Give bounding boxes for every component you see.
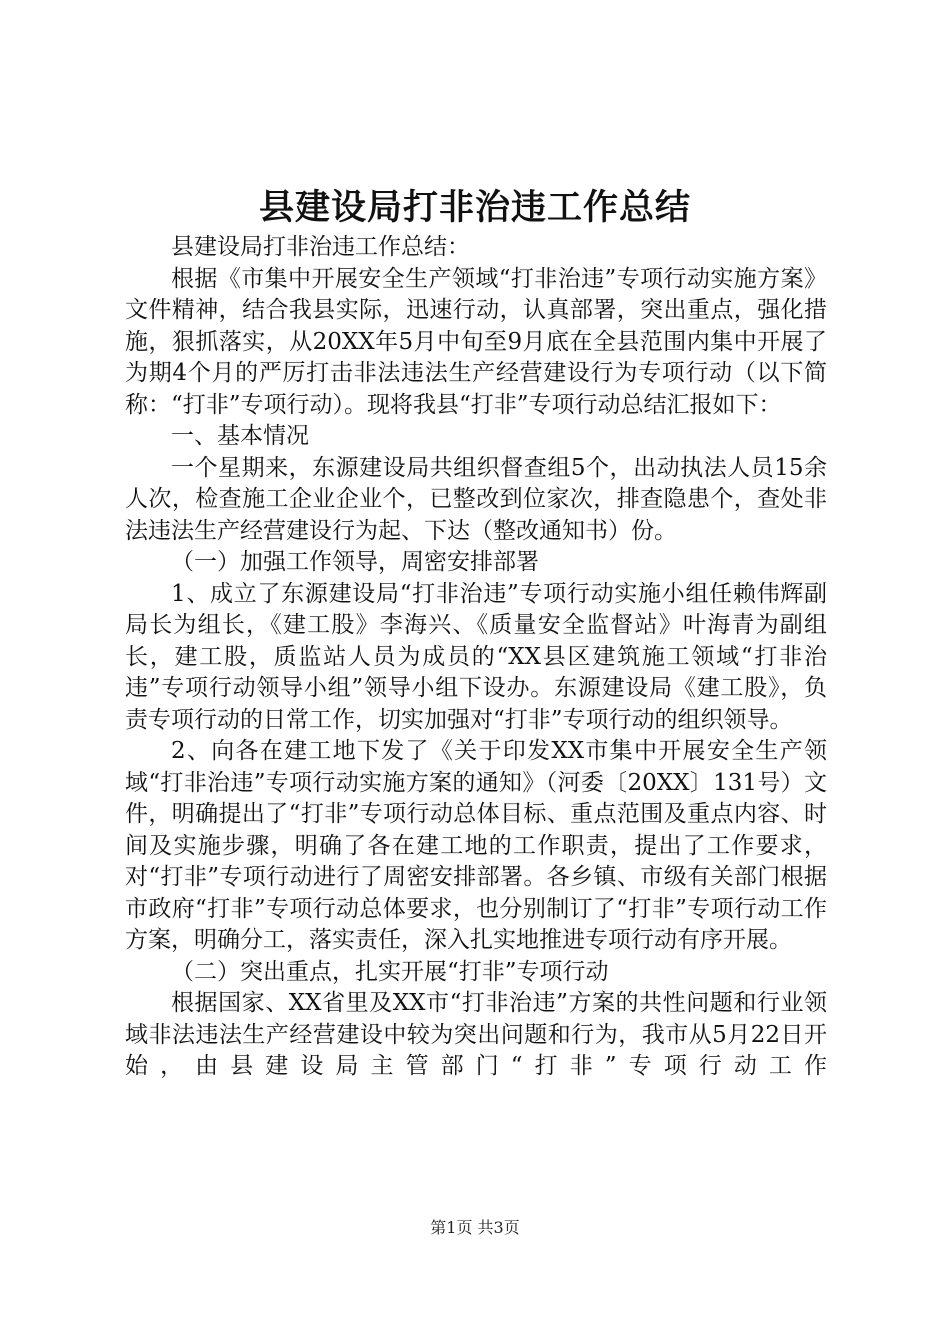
document-title: 县建设局打非治违工作总结 xyxy=(258,187,691,228)
subheading-leadership: （一）加强工作领导，周密安排部署 xyxy=(171,549,539,575)
subheading-focus: （二）突出重点，扎实开展“打非”专项行动 xyxy=(171,958,609,985)
paragraph-focus: 根据国家、XX省里及XX市“打非治违”方案的共性问题和行业领域非法违法生产经营建设中较为突出问题和行为，我市从5月22日开始，由县建设局主管部门“打非”专项行动工作 xyxy=(125,990,827,1079)
page-footer: 第1页 共3页 xyxy=(430,1218,520,1237)
heading-basic-situation: 一、基本情况 xyxy=(171,423,309,449)
paragraph-intro: 县建设局打非治违工作总结： xyxy=(171,234,470,260)
paragraph-summary: 一个星期来，东源建设局共组织督查组5个，出动执法人员15余人次，检查施工企业企业个，已整改到位家次，排查隐患个，查处非法违法生产经营建设行为起、下达（整改通知书）份。 xyxy=(125,454,827,544)
document-body xyxy=(125,232,827,1083)
paragraph-item-1: 1、成立了东源建设局“打非治违”专项行动实施小组任赖伟辉副局长为组长，《建工股》李海兴、《质量安全监督站》叶海青为副组长，建工股，质监站人员为成员的“XX县区建筑施工领域“打非治违”专项行动领导小组”领导小组下设办。东源建设局《建工股》，负责专项行动的日常工作，切实加强对“打非”专项行动的组织领导。 xyxy=(125,580,827,733)
paragraph-background: 根据《市集中开展安全生产领域“打非治违”专项行动实施方案》文件精神，结合我县实际，迅速行动，认真部署，突出重点，强化措施，狠抓落实，从20XX年5月中旬至9月底在全县范围内集中开展了为期4个月的严厉打击非法违法生产经营建设行为专项行动（以下简称：“打非”专项行动）。现将我县“打非”专项行动总结汇报如下： xyxy=(125,265,827,418)
paragraph-item-2: 2、向各在建工地下发了《关于印发XX市集中开展安全生产领域“打非治违”专项行动实施方案的通知》（河委〔20XX〕131号）文件，明确提出了“打非”专项行动总体目标、重点范围及重点内容、时间及实施步骤，明确了各在建工地的工作职责，提出了工作要求，对“打非”专项行动进行了周密安排部署。各乡镇、市级有关部门根据市政府“打非”专项行动总体要求，也分别制订了“打非”专项行动工作方案，明确分工，落实责任，深入扎实地推进专项行动有序开展。 xyxy=(125,738,827,953)
